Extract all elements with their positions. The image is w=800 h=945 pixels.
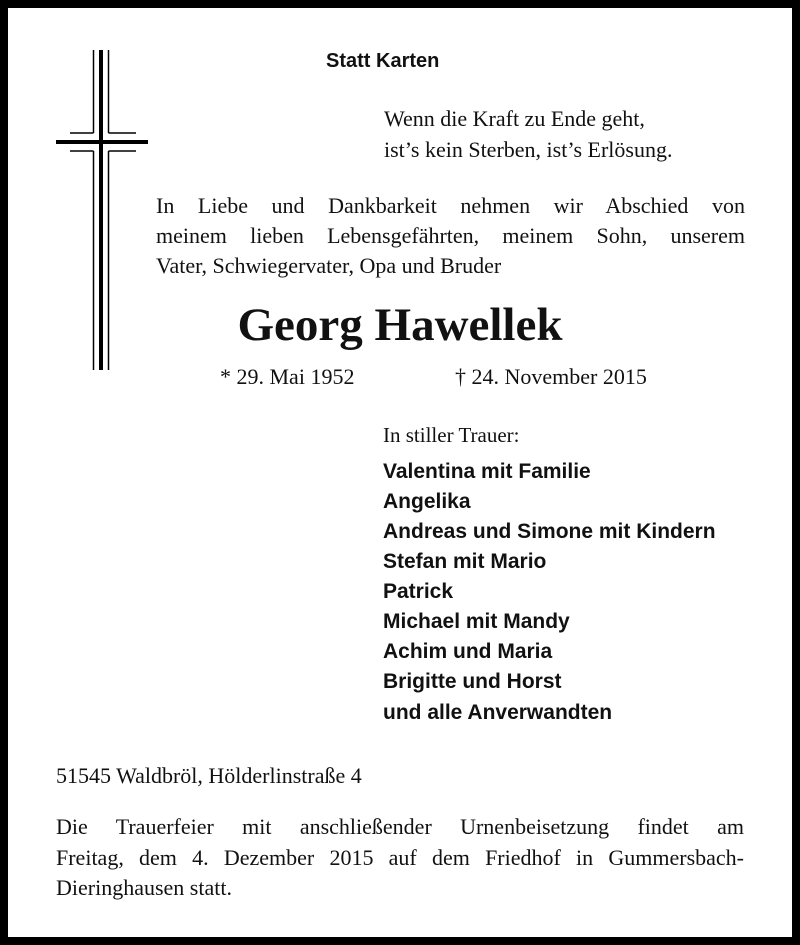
mourner-name: Patrick (383, 580, 454, 603)
footer-line-3: Dieringhausen statt. (56, 875, 232, 900)
mourner-name: Michael mit Mandy (383, 610, 570, 633)
mourner-name: Brigitte und Horst (383, 670, 562, 693)
death-date: † 24. November 2015 (455, 364, 647, 389)
address: 51545 Waldbröl, Hölderlinstraße 4 (56, 763, 362, 788)
verse-line-1: Wenn die Kraft zu Ende geht, (384, 106, 645, 131)
mourner-name: Stefan mit Mario (383, 550, 547, 573)
mourner-name: und alle Anverwandten (383, 701, 613, 724)
footer-line-1: Die Trauerfeier mit anschließender Urnenbeisetzung findet am (56, 814, 744, 839)
mourner-name: Andreas und Simone mit Kindern (383, 520, 716, 543)
intro-line-1: In Liebe und Dankbarkeit nehmen wir Abschied von (156, 193, 745, 218)
deceased-name: Georg Hawellek (237, 299, 563, 351)
mourner-name: Achim und Maria (383, 640, 553, 663)
mourner-name: Angelika (383, 490, 471, 513)
intro-line-3: Vater, Schwiegervater, Opa und Bruder (156, 253, 502, 278)
verse-line-2: ist’s kein Sterben, ist’s Erlösung. (384, 137, 673, 162)
mourner-name: Valentina mit Familie (383, 460, 591, 483)
intro-line-2: meinem lieben Lebensgefährten, meinem Sohn, unserem (156, 223, 745, 248)
birth-date: * 29. Mai 1952 (220, 364, 355, 389)
statt-karten-heading: Statt Karten (326, 50, 440, 72)
footer-line-2: Freitag, dem 4. Dezember 2015 auf dem Friedhof in Gummersbach- (56, 845, 744, 870)
mourning-label: In stiller Trauer: (383, 423, 520, 447)
